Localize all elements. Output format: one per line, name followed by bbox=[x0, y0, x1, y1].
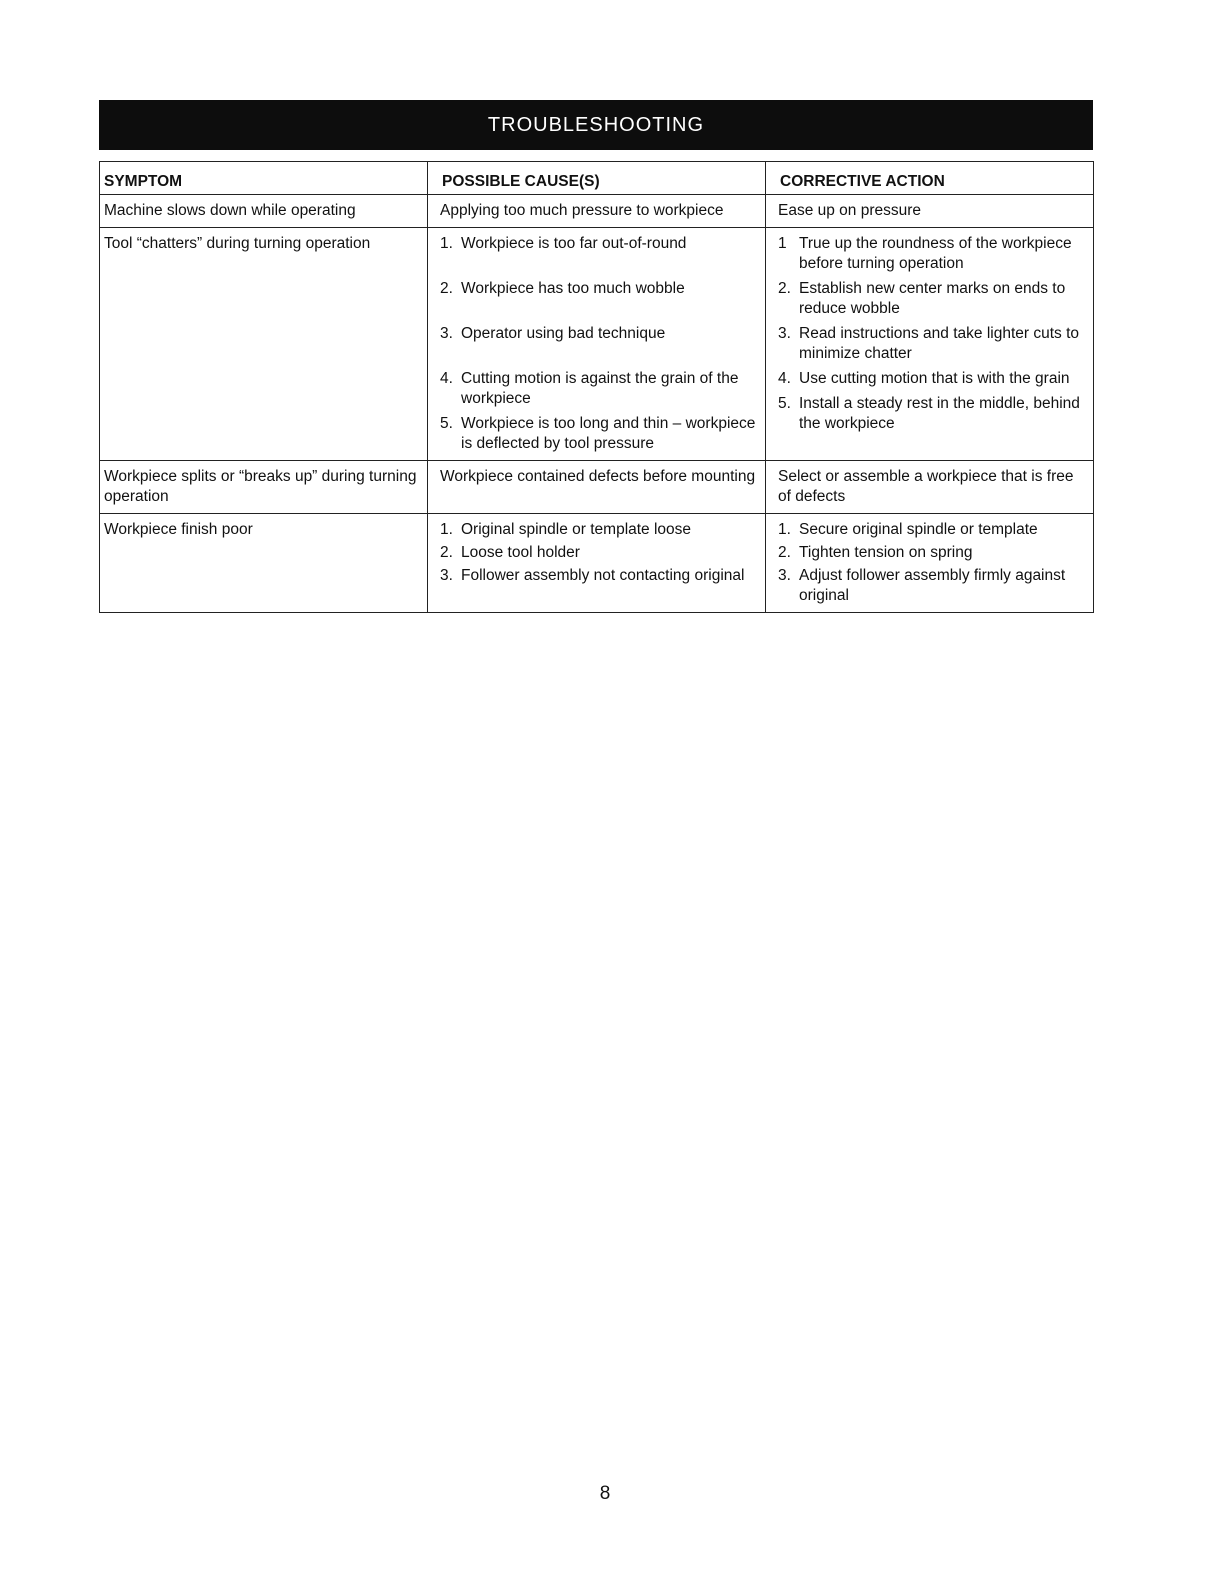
action-cell: Ease up on pressure bbox=[766, 195, 1094, 228]
item-number: 1. bbox=[778, 521, 791, 538]
item-text: Use cutting motion that is with the grain bbox=[799, 370, 1070, 387]
list-item bbox=[440, 414, 761, 454]
list-item bbox=[440, 520, 761, 540]
item-number: 1 bbox=[778, 235, 787, 252]
section-title-bar bbox=[99, 100, 1093, 150]
cause-cell: Applying too much pressure to workpiece bbox=[428, 195, 766, 228]
item-number: 5. bbox=[778, 395, 791, 412]
table-row bbox=[100, 514, 1094, 613]
troubleshooting-table bbox=[99, 161, 1094, 613]
item-number: 3. bbox=[778, 567, 791, 584]
symptom-cell: Workpiece splits or “breaks up” during turning operation bbox=[100, 461, 428, 514]
action-list bbox=[778, 234, 1089, 434]
item-text: Read instructions and take lighter cuts to minimize chatter bbox=[799, 325, 1080, 362]
list-item bbox=[778, 520, 1089, 540]
item-text: Secure original spindle or template bbox=[799, 521, 1038, 538]
column-header-possible-causes: POSSIBLE CAUSE(S) bbox=[428, 162, 766, 195]
item-text: Loose tool holder bbox=[461, 544, 580, 561]
item-text: Workpiece is too long and thin – workpiece is deflected by tool pressure bbox=[461, 415, 756, 452]
item-text: Operator using bad technique bbox=[461, 325, 666, 342]
list-item bbox=[778, 324, 1089, 364]
list-item bbox=[440, 234, 761, 254]
table-row bbox=[100, 461, 1094, 514]
item-text: Install a steady rest in the middle, behind the workpiece bbox=[799, 395, 1080, 432]
list-item bbox=[778, 566, 1089, 606]
action-cell: Select or assemble a workpiece that is free of defects bbox=[766, 461, 1094, 514]
item-text: Cutting motion is against the grain of the workpiece bbox=[461, 370, 739, 407]
table-header-row bbox=[100, 162, 1094, 195]
item-text: Establish new center marks on ends to reduce wobble bbox=[799, 280, 1066, 317]
action-cell bbox=[766, 228, 1094, 461]
item-text: True up the roundness of the workpiece before turning operation bbox=[799, 235, 1072, 272]
cause-cell: Workpiece contained defects before mounting bbox=[428, 461, 766, 514]
symptom-cell: Workpiece finish poor bbox=[100, 514, 428, 613]
item-text: Follower assembly not contacting original bbox=[461, 567, 745, 584]
item-text: Workpiece has too much wobble bbox=[461, 280, 685, 297]
item-number: 2. bbox=[440, 544, 453, 561]
item-number: 5. bbox=[440, 415, 453, 432]
page-number: 8 bbox=[599, 1483, 611, 1504]
list-item bbox=[778, 369, 1089, 389]
list-item bbox=[778, 543, 1089, 563]
list-item bbox=[440, 566, 761, 586]
item-number: 3. bbox=[440, 567, 453, 584]
list-item bbox=[440, 324, 761, 344]
item-number: 2. bbox=[778, 544, 791, 561]
list-item bbox=[778, 394, 1089, 434]
symptom-cell: Machine slows down while operating bbox=[100, 195, 428, 228]
table-row bbox=[100, 195, 1094, 228]
item-text: Tighten tension on spring bbox=[799, 544, 973, 561]
list-item bbox=[778, 279, 1089, 319]
item-number: 1. bbox=[440, 521, 453, 538]
item-number: 3. bbox=[440, 325, 453, 342]
column-header-corrective-action: CORRECTIVE ACTION bbox=[766, 162, 1094, 195]
list-item bbox=[778, 234, 1089, 274]
list-item bbox=[440, 369, 761, 409]
cause-cell bbox=[428, 514, 766, 613]
item-number: 4. bbox=[440, 370, 453, 387]
section-title: TROUBLESHOOTING bbox=[487, 113, 705, 136]
item-text: Original spindle or template loose bbox=[461, 521, 692, 538]
item-number: 1. bbox=[440, 235, 453, 252]
cause-cell bbox=[428, 228, 766, 461]
cause-list bbox=[440, 520, 761, 586]
action-list bbox=[778, 520, 1089, 606]
cause-list bbox=[440, 234, 761, 454]
item-number: 2. bbox=[778, 280, 791, 297]
item-number: 4. bbox=[778, 370, 791, 387]
list-item bbox=[440, 279, 761, 299]
action-cell bbox=[766, 514, 1094, 613]
item-number: 2. bbox=[440, 280, 453, 297]
symptom-cell: Tool “chatters” during turning operation bbox=[100, 228, 428, 461]
item-text: Adjust follower assembly firmly against original bbox=[799, 567, 1066, 604]
item-number: 3. bbox=[778, 325, 791, 342]
column-header-symptom: SYMPTOM bbox=[100, 162, 428, 195]
item-text: Workpiece is too far out-of-round bbox=[461, 235, 687, 252]
table-row bbox=[100, 228, 1094, 461]
list-item bbox=[440, 543, 761, 563]
